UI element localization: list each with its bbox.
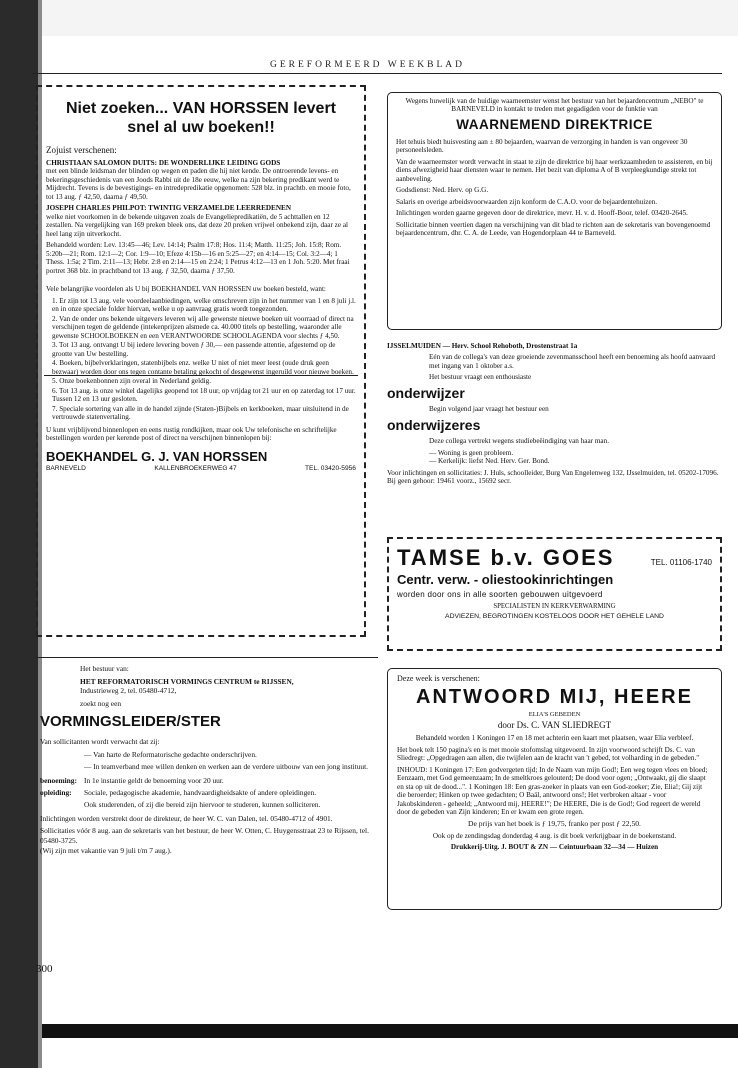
vorming-l8: (Wij zijn met vakantie van 9 juli t/m 7 aug.). — [40, 845, 172, 855]
horssen-closing: U kunt vrijblijvend binnenlopen en eens rustig rondkijken, maar ook Uw telefonische en schriftelijke bestellingen worden per kerende post of direct na verschijnen binnenlopen bij: — [46, 425, 337, 443]
ad-vormingsleider — [40, 664, 370, 949]
advantage-item: 7. Speciale sortering van alle in de handel zijnde (Staten-)Bijbels en kerkboeken, maar uitsluitend in de vertrouwde statenvertaling. — [52, 404, 349, 422]
advantage-item: 1. Er zijn tot 13 aug. vele voordeelaanbiedingen, welke omschreven zijn in het nummer van 1 en 8 juli j.l. en in onze speciale folder hiervan, welke u op aanvraag gratis wordt toegezonden. — [52, 296, 356, 314]
advantage-item: 5. Onze boekenbonnen zijn overal in Nederland geldig. — [52, 377, 212, 386]
ijssel-p6: — Kerkelijk: liefst Ned. Herv. Ger. Bond. — [429, 457, 550, 466]
vorming-opleiding-row — [40, 788, 370, 798]
page-number: 300 — [36, 963, 53, 975]
vorming-l3: Industrieweg 2, tel. 05480-4712, — [80, 686, 177, 696]
ijssel-p5: — Woning is geen probleem. — [429, 448, 514, 457]
horssen-advantages — [46, 297, 356, 422]
advantage-item: 4. Boeken, bijbelverklaringen, statenbijbels enz. welke U niet of niet meer leest (oude druk geen bezwaar) worden door ons tegen contante betaling gekocht of desgewenst ingeruild voor nieuwe boeken. — [52, 359, 354, 376]
vorming-k1: benoeming: — [40, 775, 77, 785]
vorming-v3: Ook studerenden, of zij die bereid zijn hiervoor te studeren, kunnen solliciteren. — [84, 800, 321, 810]
ijssel-p7: Voor inlichtingen en sollicitaties: J. Huls, schoolleider, Burg Van Engelenweg 132, IJsselmuiden, tel. 05202-17096. Bij geen gehoor: 19461 voorz., 15692 secr. — [387, 468, 719, 486]
nebo-title: WAARNEMEND DIREKTRICE — [456, 116, 653, 132]
ijssel-p3: Begin volgend jaar vraagt het bestuur een — [429, 405, 549, 414]
vorming-d2: — In teamverband mee willen denken en werken aan de verdere uitbouw van een jong instituut. — [84, 762, 369, 772]
tamse-spec: SPECIALISTEN IN KERKVERWARMING — [493, 602, 616, 610]
antwoord-intro: Deze week is verschenen: — [397, 674, 480, 683]
ijssel-title-onderwijzeres: onderwijzeres — [387, 416, 481, 433]
vorming-l7: Sollicitaties vóór 8 aug. aan de sekretaris van het bestuur, de heer W. Otten, C. Huygensstraat 23 te Rijssen, tel. 05480-3725. — [40, 826, 369, 845]
horssen-divider — [44, 375, 358, 376]
header-rule — [32, 73, 722, 74]
vorming-v2: Sociale, pedagogische akademie, handvaardigheidsakte of andere opleidingen. — [84, 787, 317, 797]
tamse-tel: TEL. 01106-1740 — [650, 558, 712, 567]
vorming-title: VORMINGSLEIDER/STER — [40, 712, 221, 730]
vorming-top-rule — [36, 657, 378, 658]
vorming-l6: Inlichtingen worden verstrekt door de direkteur, de heer W. C. van Dalen, tel. 05480-4712 of 4901. — [40, 813, 333, 823]
book2-texts: Behandeld worden: Lev. 13:45—46; Lev. 14:14; Psalm 17:8; Hos. 11:4; Matth. 11:25; Joh. 15:8; Rom. 5:20b—21; Rom. 12:1—2; Cor. 1:9—10; Efeze 4:15b—16 en 5:25—27; en 4:14—15; Col. 3:2—4; 1 Thess. 1:5a; 2 Tim. 2:11—13; Hebr. 2:8 en 2:14—15 en 2:24; 1 Petrus 4:12—13 en 1 Joh. 5:20. Met fraai portret 368 blz. in prachtband tot 13 aug. ƒ 32,50, daarna ƒ 37,50. — [46, 241, 350, 275]
nebo-p5: Inlichtingen worden gaarne gegeven door de direktrice, mevr. H. v. d. Hooff-Boor, telef. 03420-2645. — [396, 209, 688, 218]
vorming-l4: zoekt nog een — [80, 698, 122, 708]
antwoord-p1: Behandeld worden 1 Koningen 17 en 18 met achterin een kaart met plaatsen, waar Elia verbleef. — [415, 734, 694, 743]
vorming-benoeming-row — [40, 776, 370, 786]
ijssel-head: IJSSELMUIDEN — Herv. School Rehoboth, Drostenstraat 1a — [387, 342, 578, 350]
ijssel-p4: Deze collega vertrekt wegens studiebeëindiging van haar man. — [429, 437, 610, 446]
vorming-k2: opleiding: — [40, 787, 72, 797]
antwoord-price: De prijs van het boek is ƒ 19,75, franko per post ƒ 22,50. — [468, 818, 641, 828]
horssen-zojuist: Zojuist verschenen: — [46, 145, 117, 156]
ad-nebo — [387, 92, 722, 330]
nebo-p3: Godsdienst: Ned. Herv. op G.G. — [396, 186, 489, 195]
antwoord-sub: ELIA'S GEBEDEN — [528, 711, 581, 719]
scan-top-shade — [42, 0, 738, 36]
antwoord-publisher: Drukkerij-Uitg. J. BOUT & ZN — Ceintuurbaan 32—34 — Huizen — [450, 843, 659, 852]
ad-tamse — [387, 537, 722, 651]
tamse-advice: ADVIEZEN, BEGROTINGEN KOSTELOOS DOOR HET GEHELE LAND — [445, 612, 664, 620]
nebo-p6: Sollicitatie binnen veertien dagen na verschijning van dit blad te richten aan de sekretaris van bovengenoemd bejaardencentrum, dhr. C. A. de Leede, van Hogendorplaan 44 te Barneveld. — [396, 220, 711, 238]
ijssel-p1: Eén van de collega's van deze groeiende zevenmansschool heeft een benoeming als hoofd aanvaard met ingang van 1 oktober a.s. — [429, 353, 716, 370]
ijssel-title-onderwijzer: onderwijzer — [387, 384, 465, 401]
ad-van-horssen — [36, 85, 366, 637]
tamse-header — [397, 545, 712, 571]
antwoord-title: ANTWOORD MIJ, HEERE — [416, 686, 693, 709]
tamse-sub: Centr. verw. - oliestookinrichtingen — [397, 571, 614, 587]
book1-text: met een blinde leidsman der blinden op wegen en paden die hij niet kende. De ontroerende levens- en bekeringsgeschiedenis van een Joods Rabbi uit de 18e eeuw, welke na zijn bekering predikant werd te Mijdrecht. Tevens is de bevestigings- en intredepredikatie opgenomen: 528 blz. in prachtb. en mooie foto, tot 13 aug. ƒ 42,50, daarna ƒ 49,50. — [46, 167, 351, 201]
vorming-l1: Het bestuur van: — [80, 664, 129, 673]
book1-title: CHRISTIAAN SALOMON DUITS: DE WONDERLIJKE LEIDING GODS — [46, 158, 281, 167]
ad-antwoord-mij-heere — [387, 668, 722, 910]
antwoord-p2: Het boek telt 150 pagina's en is met mooie stofomslag uitgevoerd. In zijn voorwoord schrijft Ds. C. van Sliedregt: „Opgedragen aan allen, die twijfelen aan de kracht van 't gebed, tot volharding in de gebeden." — [397, 745, 700, 763]
vorming-l2: HET REFORMATORISCH VORMINGS CENTRUM te RIJSSEN, — [80, 676, 294, 686]
book2-title: JOSEPH CHARLES PHILPOT: TWINTIG VERZAMELDE LEERREDENEN — [46, 204, 292, 213]
nebo-p1: Het tehuis biedt huisvesting aan ± 80 bejaarden, waarvan de verzorging in handen is van ongeveer 30 personeelsleden. — [396, 137, 688, 155]
shop-street: KALLENBROEKERWEG 47 — [154, 464, 237, 472]
advantage-item: 2. Van de onder ons bekende uitgevers leveren wij alle gewenste nieuwe boeken uit voorraad of direct na verschijnen tegen de geldende (intekenprijzen alsmede ca. 40.000 titels op bestelling, waaronder alle gewenste SCHOOLBOEKEN en een VERANTWOORDE SCHOOLAGENDA voor slechts ƒ 4,50. — [52, 314, 354, 340]
ad-ijsselmuiden — [387, 342, 722, 520]
nebo-intro: Wegens huwelijk van de huidige waarneemster wenst het bestuur van het bejaardencentrum „NEBO" te BARNEVELD in kontakt te treden met gegadigden voor de funktie van — [405, 97, 704, 114]
book2-text: welke niet voorkomen in de bekende uitgaven zoals de Evangeliepredikatiёn, de 5 achttallen en 12 zestallen. Na vergelijking van 169 preken bleek ons, dat deze 20 preken vrijwel onbekend zijn, daar ze al heel lang zijn uitverkocht. — [46, 212, 349, 238]
scan-left-edge — [0, 0, 38, 1068]
running-header: GEREFORMEERD WEEKBLAD — [270, 60, 466, 70]
shop-address — [46, 465, 356, 473]
shop-tel: TEL. 03420-5956 — [305, 464, 356, 472]
ijssel-p2: Het bestuur vraagt een enthousiaste — [429, 373, 532, 382]
tamse-line: worden door ons in alle soorten gebouwen uitgevoerd — [397, 590, 603, 600]
shop-name: BOEKHANDEL G. J. VAN HORSSEN — [46, 448, 268, 464]
nebo-p4: Salaris en overige arbeidsvoorwaarden zijn konform de C.A.O. voor de bejaardentehuizen. — [396, 197, 658, 206]
advantage-item: 6. Tot 13 aug. is onze winkel dagelijks geopend tot 18 uur, op vrijdag tot 21 uur en op zaterdag tot 17 uur. Tussen 12 en 13 uur gesloten. — [52, 386, 356, 404]
horssen-intro: Vele belangrijke voordelen als U bij BOEKHANDEL VAN HORSSEN uw boeken besteld, want: — [46, 285, 326, 294]
vorming-d1: — Van harte de Reformatorische gedachte onderschrijven. — [84, 749, 257, 759]
scan-bottom-bar — [42, 1024, 738, 1038]
nebo-p2: Van de waarneemster wordt verwacht in staat te zijn de direktrice bij haar werkzaamheden te assisteren, en bij diens afwezigheid haar diensten waar te nemen. Het bezit van diploma A of B verpleegkundige strekt tot aanbeveling. — [396, 157, 713, 183]
antwoord-author: door Ds. C. VAN SLIEDREGT — [497, 719, 612, 730]
antwoord-p4: Ook op de zendingsdag donderdag 4 aug. is dit boek verkrijgbaar in de boekenstand. — [432, 831, 677, 840]
antwoord-p3: INHOUD: 1 Koningen 17: Een godvergeten tijd; In de Naam van mijn God!; Een weg tegen vlees en bloed; Eenzaam, met God gemeenzaam; In de smeltkroes gelouterd; De dood voor ogen; „Ontwaakt, gij die slaapt en sta op uit de dood...". 1 Koningen 18: Een gras-zoeker in plaats van een God-zoeker; Zie, Elia!; Gij zijt die beroerder; Hinken op twee gedachten; O Baäl, antwoord ons!; Het verbroken altaar - voor Jakobskinderen - geheeld; „Antwoord mij, HEERE!"; De HEERE, Die is de God!; God regeert de wereld door de gebeden van Zijn kinderen; En er kwam een grote regen. — [397, 765, 708, 817]
vorming-l5: Van sollicitanten wordt verwacht dat zij: — [40, 737, 160, 746]
vorming-v1: In 1e instantie geldt de benoeming voor 20 uur. — [84, 775, 224, 785]
advantage-item: 3. Tot 13 aug. ontvangt U bij iedere levering boven ƒ 30,— een passende attentie, afgestemd op de grootte van Uw bestelling. — [52, 341, 336, 358]
tamse-name: TAMSE b.v. GOES — [397, 545, 615, 570]
horssen-headline: Niet zoeken... VAN HORSSEN levert snel al uw boeken!! — [66, 100, 336, 137]
shop-city: BARNEVELD — [46, 464, 86, 472]
